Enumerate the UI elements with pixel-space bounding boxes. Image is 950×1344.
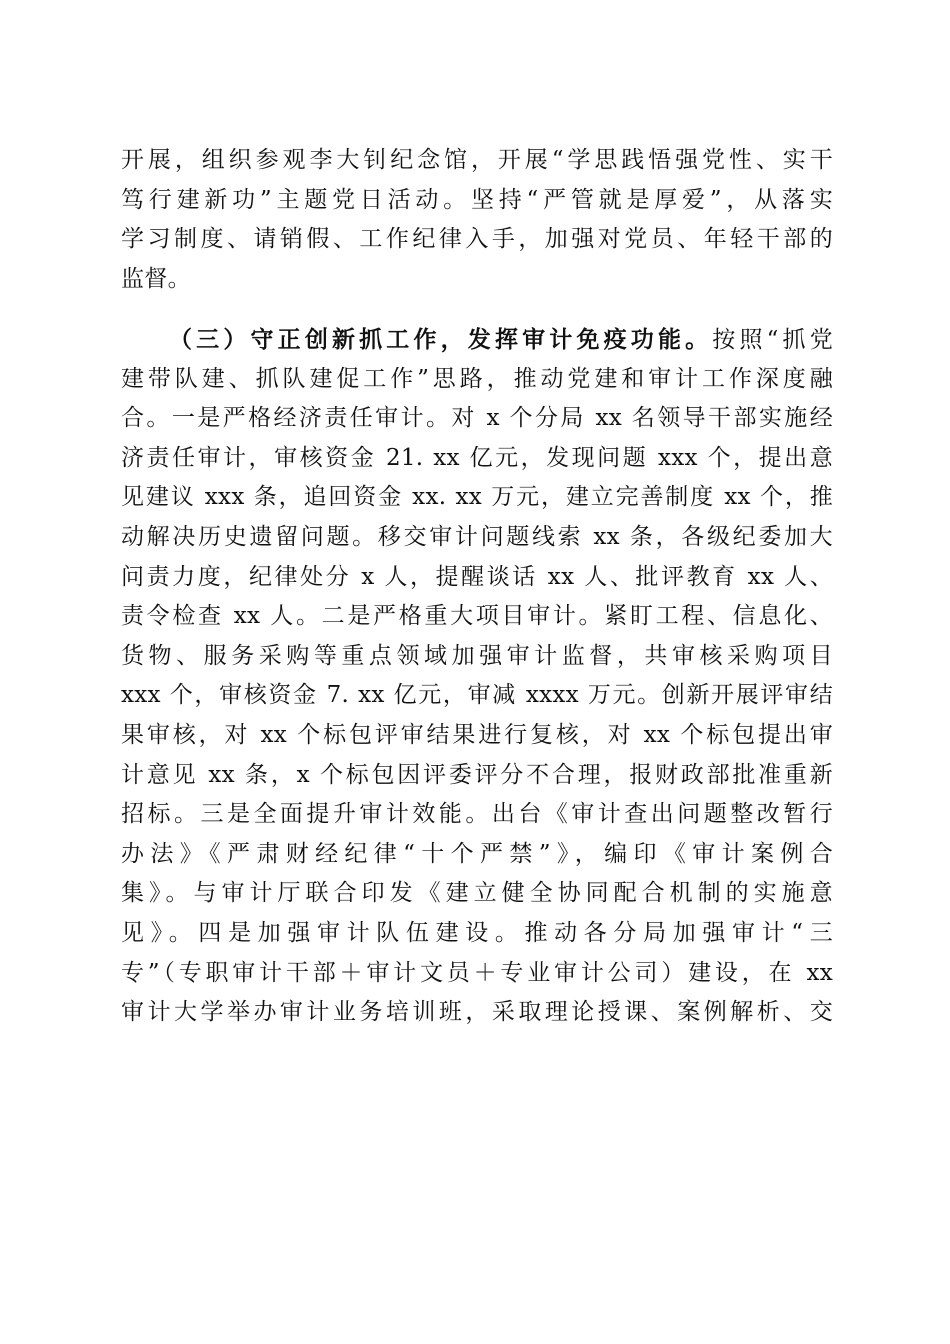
text-line: 动解决历史遗留问题。移交审计问题线索 xx 条，各级纪委加大 — [121, 523, 833, 550]
text-line: 济责任审计，审核资金 21. xx 亿元，发现问题 xxx 个，提出意 — [121, 444, 833, 471]
text-line: 审计大学举办审计业务培训班，采取理论授课、案例解析、交 — [121, 999, 833, 1026]
paragraph-2-first-line — [121, 320, 833, 360]
text-line: 办法》《严肃财经纪律“十个严禁”》，编印《审计案例合 — [121, 840, 833, 867]
text-line: 见建议 xxx 条，追回资金 xx. xx 万元，建立完善制度 xx 个，推 — [121, 484, 833, 511]
text-line: 合。一是严格经济责任审计。对 x 个分局 xx 名领导干部实施经 — [121, 405, 833, 432]
text-line: 招标。三是全面提升审计效能。出台《审计查出问题整改暂行 — [121, 801, 833, 828]
text-line: 笃行建新功”主题党日活动。坚持“严管就是厚爱”，从落实 — [121, 186, 833, 213]
paragraph-1 — [121, 141, 833, 299]
text-line: 见》。四是加强审计队伍建设。推动各分局加强审计“三 — [121, 919, 833, 946]
text-line: xxx 个，审核资金 7. xx 亿元，审减 xxxx 万元。创新开展评审结 — [121, 682, 833, 709]
text-line — [121, 1033, 833, 1073]
text-line: 果审核，对 xx 个标包评审结果进行复核，对 xx 个标包提出审 — [121, 721, 833, 748]
heading-line-rest: 按照“抓党 — [712, 327, 833, 353]
text-line: 监督。 — [121, 265, 191, 292]
text-line: 责令检查 xx 人。二是严格重大项目审计。紧盯工程、信息化、 — [121, 603, 833, 630]
text-line: 建带队建、抓队建促工作”思路，推动党建和审计工作深度融 — [121, 365, 833, 392]
text-line: 学习制度、请销假、工作纪律入手，加强对党员、年轻干部的 — [121, 226, 833, 253]
paragraph-2 — [121, 320, 833, 1072]
text-line: 计意见 xx 条，x 个标包因评委评分不合理，报财政部批准重新 — [121, 761, 833, 788]
text-line: 货物、服务采购等重点领域加强审计监督，共审核采购项目 — [121, 642, 833, 669]
text-line: 集》。与审计厅联合印发《建立健全协同配合机制的实施意 — [121, 880, 833, 907]
text-line: 专”（专职审计干部＋审计文员＋专业审计公司）建设，在 xx — [121, 959, 833, 986]
text-line: 问责力度，纪律处分 x 人，提醒谈话 xx 人、批评教育 xx 人、 — [121, 563, 833, 590]
text-line: 开展，组织参观李大钊纪念馆，开展“学思践悟强党性、实干 — [121, 147, 833, 173]
section-heading: （三）守正创新抓工作，发挥审计免疫功能。 — [169, 326, 713, 353]
